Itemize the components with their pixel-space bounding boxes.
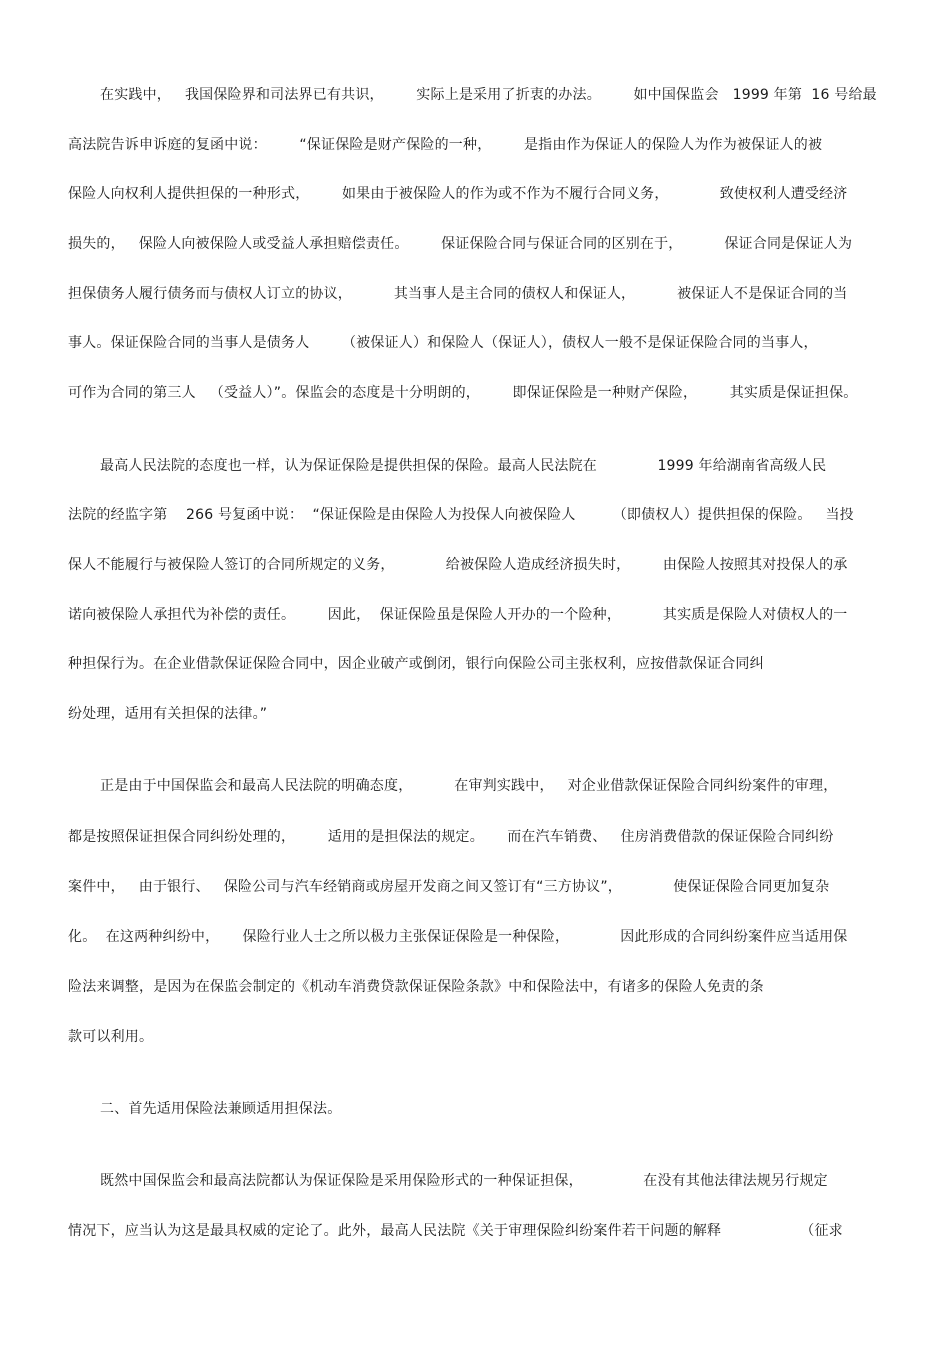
paragraph-2-line-4: 诺向被保险人承担代为补偿的责任。 因此， 保证保险虽是保险人开办的一个险种， 其实质是保险人对债权人的一	[68, 607, 848, 623]
paragraph-3-line-6: 款可以利用。	[68, 1029, 154, 1045]
paragraph-3-line-1: 正是由于中国保监会和最高人民法院的明确态度， 在审判实践中， 对企业借款保证保险合同纠纷案件的审理，	[100, 778, 838, 794]
paragraph-1-line-3: 保险人向权利人提供担保的一种形式， 如果由于被保险人的作为或不作为不履行合同义务， 致使权利人遭受经济	[68, 186, 848, 202]
section-heading: 二、首先适用保险法兼顾适用担保法。	[100, 1101, 342, 1117]
paragraph-2-line-5: 种担保行为。在企业借款保证保险合同中，因企业破产或倒闭，银行向保险公司主张权利，应按借款保证合同纠	[68, 656, 764, 672]
paragraph-5-line-2: 情况下，应当认为这是最具权威的定论了。此外，最高人民法院《关于审理保险纠纷案件若干问题的解释 （征求	[68, 1223, 843, 1239]
paragraph-3-line-5: 险法来调整，是因为在保监会制定的《机动车消费贷款保证保险条款》中和保险法中，有诸多的保险人免责的条	[68, 979, 764, 995]
paragraph-2-line-6: 纷处理，适用有关担保的法律。”	[68, 706, 268, 722]
paragraph-5-line-1: 既然中国保监会和最高法院都认为保证保险是采用保险形式的一种保证担保， 在没有其他法律法规另行规定	[100, 1173, 828, 1189]
paragraph-2-line-2: 法院的经监字第 266 号复函中说： “保证保险是由保险人为投保人向被保险人 （即债权人）提供担保的保险。 当投	[68, 507, 854, 523]
paragraph-3-line-4: 化。 在这两种纠纷中， 保险行业人士之所以极力主张保证保险是一种保险， 因此形成的合同纠纷案件应当适用保	[68, 929, 848, 945]
paragraph-1-line-1: 在实践中， 我国保险界和司法界已有共识， 实际上是采用了折衷的办法。 如中国保监会 1999 年第 16 号给最	[100, 87, 877, 103]
paragraph-2-line-3: 保人不能履行与被保险人签订的合同所规定的义务， 给被保险人造成经济损失时， 由保险人按照其对投保人的承	[68, 557, 848, 573]
paragraph-3-line-2: 都是按照保证担保合同纠纷处理的， 适用的是担保法的规定。 而在汽车销费、 住房消费借款的保证保险合同纠纷	[68, 829, 834, 845]
paragraph-3-line-3: 案件中， 由于银行、 保险公司与汽车经销商或房屋开发商之间又签订有“三方协议”， 使保证保险合同更加复杂	[68, 879, 830, 895]
paragraph-1-line-2: 高法院告诉申诉庭的复函中说： “保证保险是财产保险的一种， 是指由作为保证人的保险人为作为被保证人的被	[68, 137, 823, 153]
paragraph-1-line-5: 担保债务人履行债务而与债权人订立的协议， 其当事人是主合同的债权人和保证人， 被保证人不是保证合同的当	[68, 286, 848, 302]
paragraph-1-line-7: 可作为合同的第三人 （受益人）”。保监会的态度是十分明朗的， 即保证保险是一种财产保险， 其实质是保证担保。	[68, 385, 858, 401]
paragraph-2-line-1: 最高人民法院的态度也一样，认为保证保险是提供担保的保险。最高人民法院在 1999 年给湖南省高级人民	[100, 458, 827, 474]
paragraph-1-line-4: 损失的， 保险人向被保险人或受益人承担赔偿责任。 保证保险合同与保证合同的区别在于， 保证合同是保证人为	[68, 236, 853, 252]
paragraph-1-line-6: 事人。保证保险合同的当事人是债务人 （被保证人）和保险人（保证人），债权人一般不是保证保险合同的当事人，	[68, 335, 818, 351]
